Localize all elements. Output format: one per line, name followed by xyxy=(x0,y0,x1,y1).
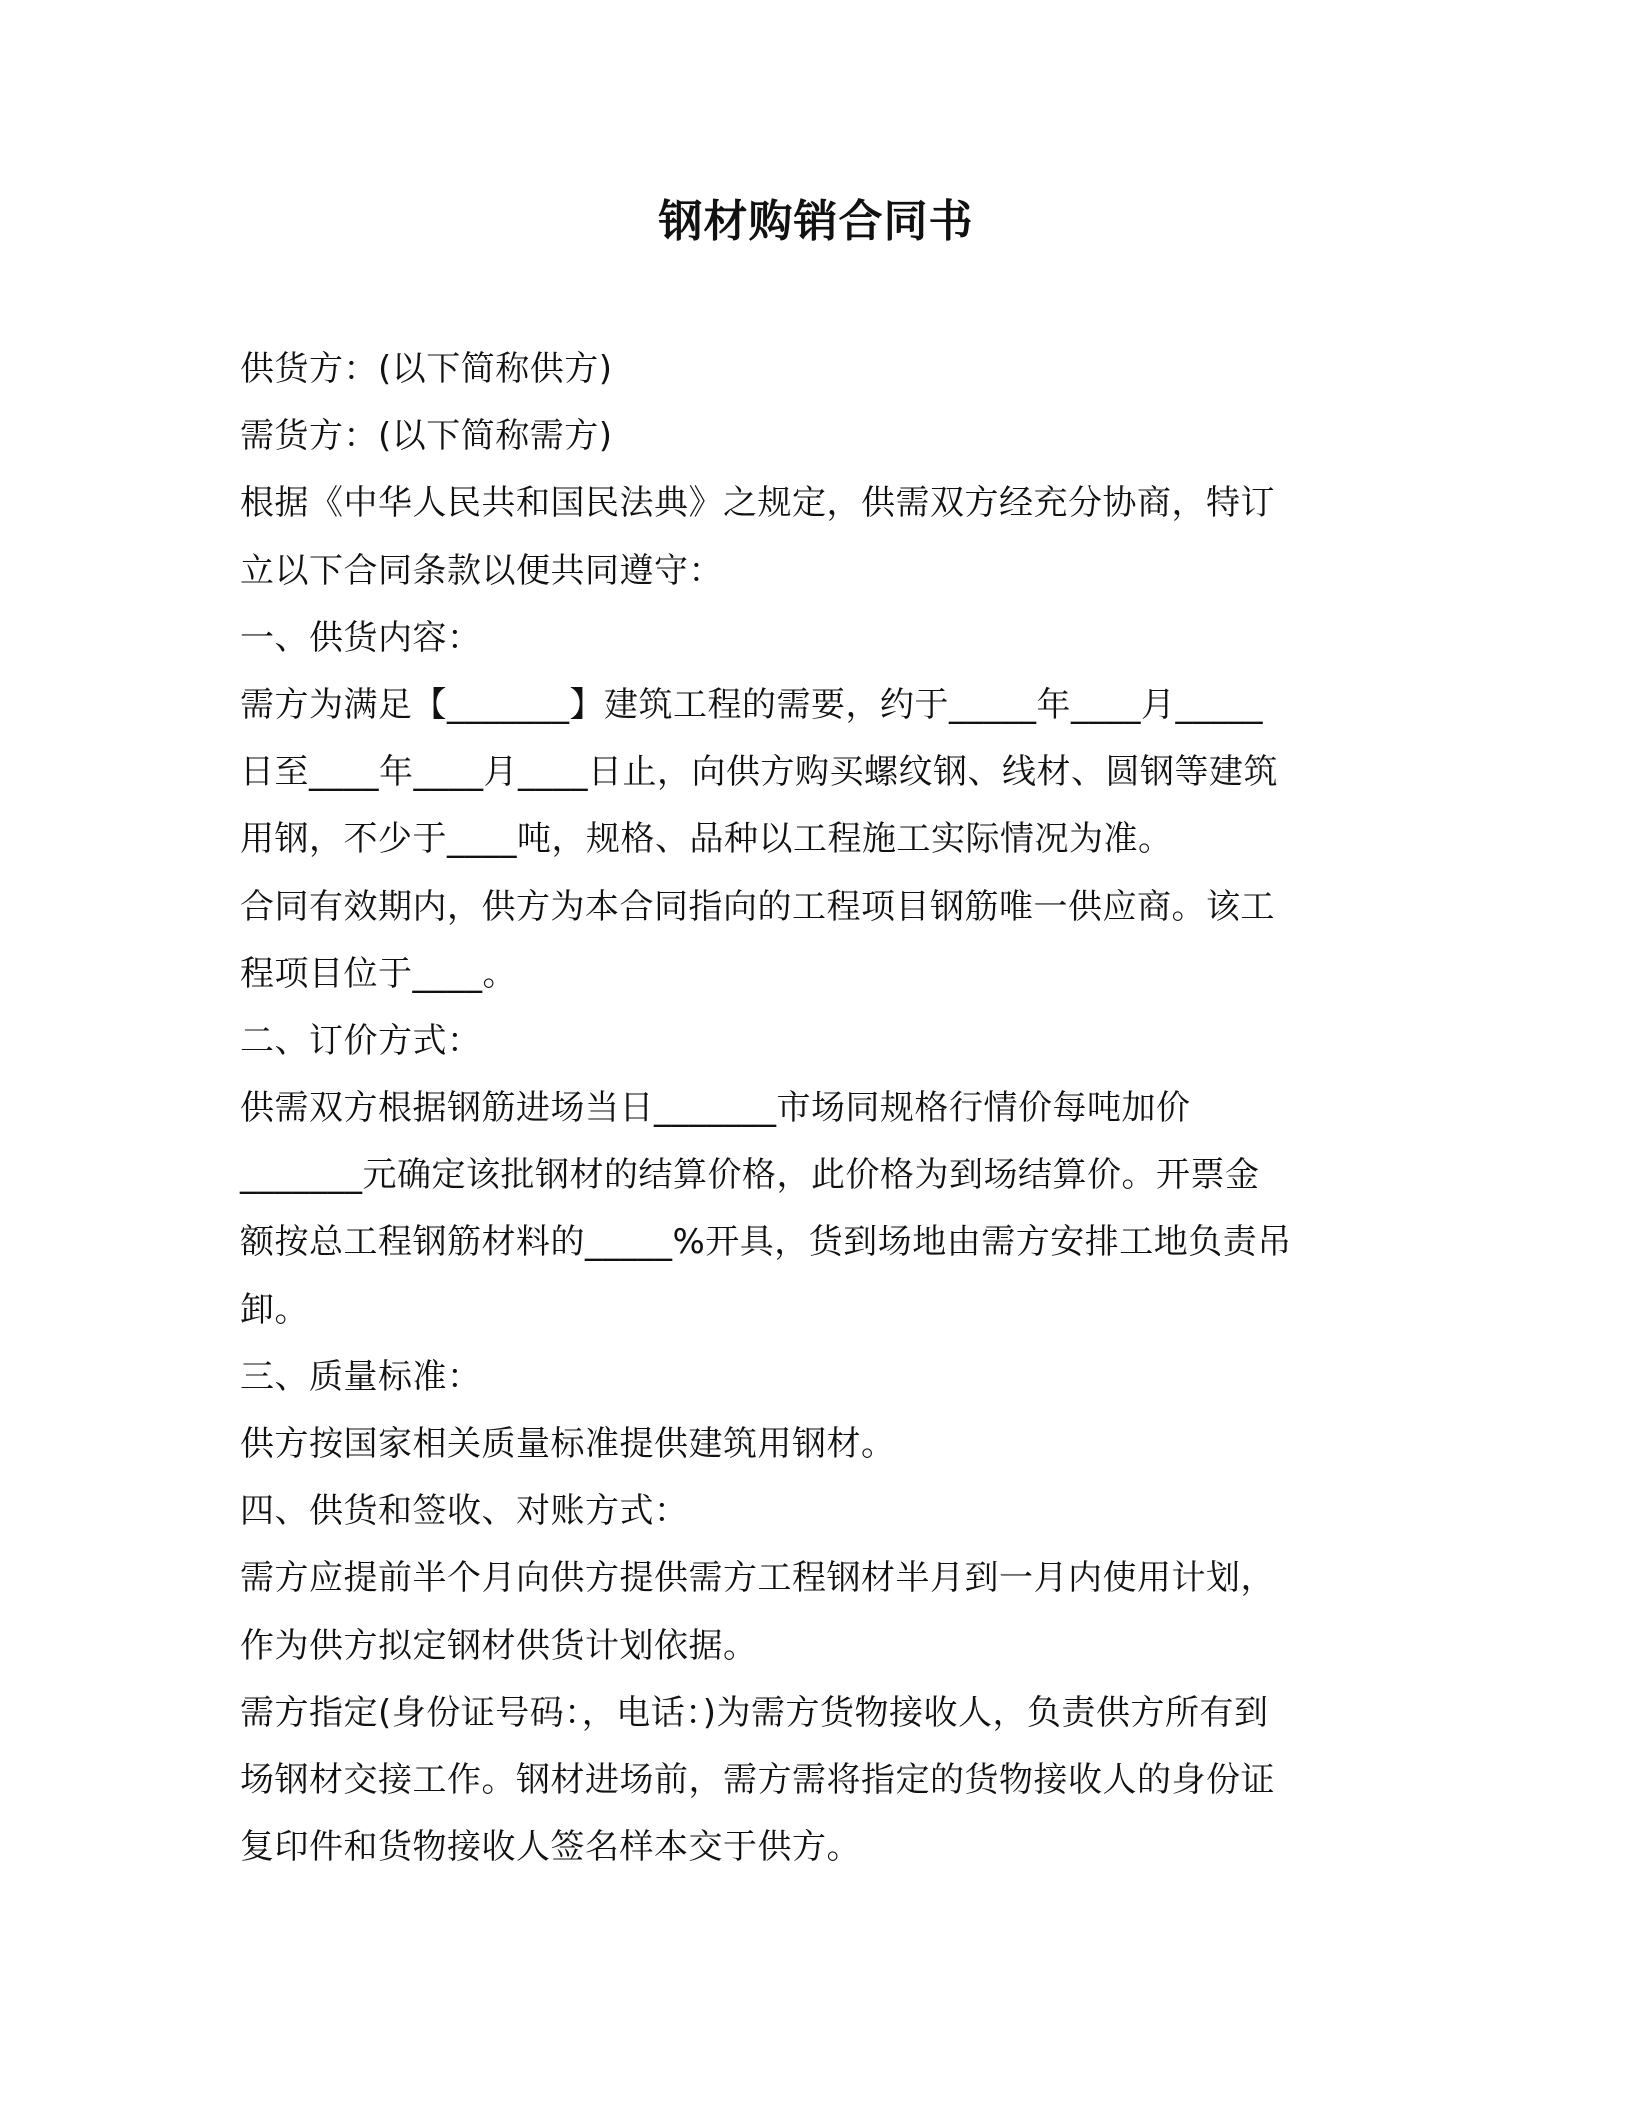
buyer-line: 需货方：(以下简称需方) xyxy=(240,416,613,457)
section-1-line-3: 用钢，不少于____吨，规格、品种以工程施工实际情况为准。 xyxy=(240,819,1173,860)
section-3-line-1: 供方按国家相关质量标准提供建筑用钢材。 xyxy=(240,1424,896,1464)
section-2-line-4: 卸。 xyxy=(240,1289,309,1330)
section-2-line-1: 供需双方根据钢筋进场当日_______市场同规格行情价每吨加价 xyxy=(240,1088,1191,1129)
section-4-line-4: 场钢材交接工作。钢材进场前，需方需将指定的货物接收人的身份证 xyxy=(240,1759,1275,1800)
section-1-line-4: 合同有效期内，供方为本合同指向的工程项目钢筋唯一供应商。该工 xyxy=(240,886,1275,927)
section-heading-1: 一、供货内容： xyxy=(240,617,482,658)
section-2-line-2: _______元确定该批钢材的结算价格，此价格为到场结算价。开票金 xyxy=(240,1155,1260,1196)
section-4-line-5: 复印件和货物接收人签名样本交于供方。 xyxy=(240,1827,861,1868)
preamble-line-1: 根据《中华人民共和国民法典》之规定，供需双方经充分协商，特订 xyxy=(240,483,1275,524)
section-heading-4: 四、供货和签收、对账方式： xyxy=(240,1491,689,1532)
section-4-line-2: 作为供方拟定钢材供货计划依据。 xyxy=(240,1625,758,1666)
section-4-line-1: 需方应提前半个月向供方提供需方工程钢材半月到一月内使用计划， xyxy=(240,1558,1275,1599)
document-title: 钢材购销合同书 xyxy=(658,196,974,247)
section-4-line-3: 需方指定(身份证号码：，电话：)为需方货物接收人，负责供方所有到 xyxy=(240,1692,1269,1733)
section-2-line-3: 额按总工程钢筋材料的_____%开具，货到场地由需方安排工地负责吊 xyxy=(240,1222,1292,1263)
section-1-line-1: 需方为满足【_______】建筑工程的需要，约于_____年____月_____ xyxy=(240,684,1263,725)
section-heading-3: 三、质量标准： xyxy=(240,1356,482,1397)
supplier-line: 供货方：(以下简称供方) xyxy=(240,349,613,389)
section-heading-2: 二、订价方式： xyxy=(240,1020,482,1061)
document-body xyxy=(240,336,1400,1881)
section-1-line-5: 程项目位于____。 xyxy=(240,953,517,994)
preamble-line-2: 立以下合同条款以便共同遵守： xyxy=(240,550,723,591)
section-1-line-2: 日至____年____月____日止，向供方购买螺纹钢、线材、圆钢等建筑 xyxy=(240,752,1278,793)
